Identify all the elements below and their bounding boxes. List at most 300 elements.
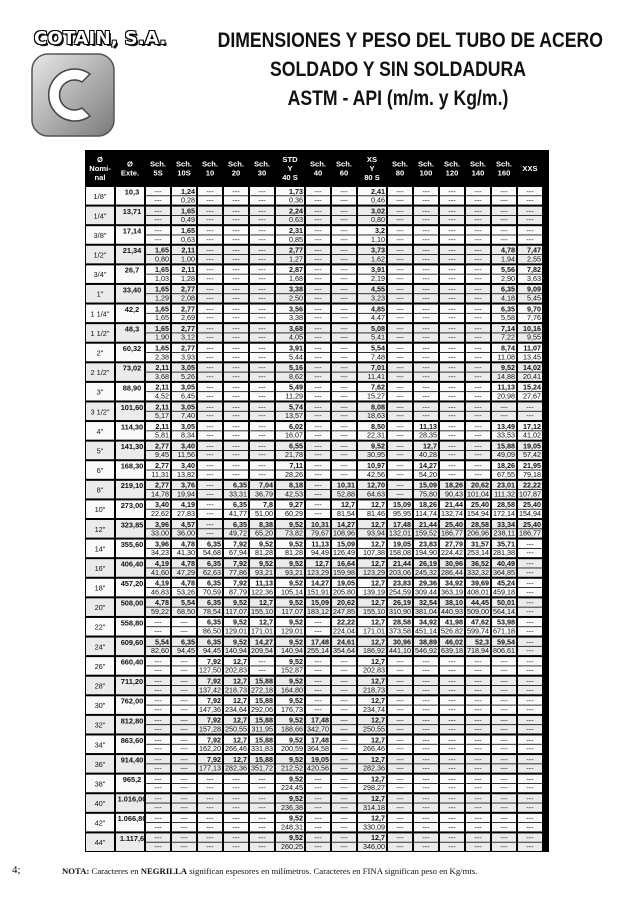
wall-thickness: 7,8 [263,500,273,510]
weight: --- [154,783,162,793]
weight: 158,08 [389,548,411,558]
column-header: 10S [177,168,191,178]
nominal-size: 28" [94,681,106,691]
wall-thickness: --- [340,461,348,471]
weight: 139,19 [363,587,385,597]
wall-thickness: 12,7 [371,519,385,529]
weight: 11,41 [367,371,385,381]
weight: 509,00 [467,606,489,616]
weight: --- [422,391,430,401]
weight: 155,10 [251,606,273,616]
weight: --- [396,802,404,812]
wall-thickness: 12,7 [371,833,385,843]
weight: --- [448,352,456,362]
wall-thickness: 3,73 [371,245,385,255]
wall-thickness: --- [448,656,456,666]
nominal-size: 24" [94,642,106,652]
exterior-diameter: 114,30 [120,422,144,432]
wall-thickness: 50,01 [497,598,515,608]
wall-thickness: --- [154,833,162,843]
weight: 1,90 [155,332,169,342]
weight: 75,80 [419,489,437,499]
weight: --- [314,313,322,323]
weight: --- [474,293,482,303]
wall-thickness: --- [474,343,482,353]
weight: 330,09 [363,822,385,832]
weight: 186,77 [441,528,463,538]
weight: --- [206,489,214,499]
wall-thickness: --- [396,402,404,412]
wall-thickness: --- [474,461,482,471]
wall-thickness: 7,92 [233,539,247,549]
wall-thickness: --- [154,774,162,784]
weight: 95,95 [393,509,411,518]
wall-thickness: --- [448,696,456,706]
nominal-size: 2 1/2" [90,368,110,378]
weight: 311,95 [251,724,273,734]
wall-thickness: --- [526,578,534,588]
weight: --- [474,430,482,440]
wall-thickness: --- [422,676,430,686]
weight: 236,38 [281,802,303,812]
wall-thickness: --- [526,402,534,412]
weight: 2,08 [181,293,195,303]
weight: 6,45 [181,391,195,401]
wall-thickness: 15,24 [523,382,541,392]
wall-thickness: --- [340,735,348,745]
wall-thickness: --- [396,323,404,333]
wall-thickness: 6,35 [207,598,221,608]
wall-thickness: 9,70 [527,304,541,314]
wall-thickness: 7,92 [233,558,247,568]
wall-thickness: --- [474,421,482,431]
weight: --- [258,234,266,244]
weight: 140,94 [281,646,303,656]
wall-thickness: 13,49 [497,421,515,431]
wall-thickness: 7,92 [207,715,221,725]
wall-thickness: 20,62 [337,598,355,608]
wall-thickness: 39,69 [471,578,489,588]
wall-thickness: --- [396,696,404,706]
weight: 186,92 [363,646,385,656]
wall-thickness: --- [180,617,188,627]
wall-thickness: --- [180,754,188,764]
wall-thickness: --- [500,225,508,235]
weight: 186,77 [519,528,541,538]
weight: --- [232,293,240,303]
wall-thickness: --- [526,206,534,216]
weight: --- [396,371,404,381]
weight: --- [154,685,162,695]
weight: --- [314,665,322,675]
wall-thickness: --- [206,794,214,804]
wall-thickness: 3,05 [181,363,195,373]
weight: --- [396,195,404,205]
nominal-size: 30" [94,701,106,711]
wall-thickness: --- [340,402,348,412]
nominal-size: 20" [94,603,106,613]
weight: 3,93 [181,352,195,362]
wall-thickness: 26,19 [419,558,437,568]
weight: 171,01 [251,626,273,636]
wall-thickness: 24,61 [337,637,355,647]
weight: 282,36 [225,763,247,773]
wall-thickness: --- [154,794,162,804]
wall-thickness: --- [232,833,240,843]
wall-thickness: --- [526,794,534,804]
wall-thickness: --- [422,402,430,412]
weight: --- [154,626,162,636]
weight: 253,14 [467,548,489,558]
weight: 42,53 [285,489,303,499]
weight: 2,69 [181,313,195,323]
weight: --- [526,744,534,754]
wall-thickness: 5,56 [501,265,515,275]
wall-thickness: --- [232,225,240,235]
weight: --- [396,215,404,225]
wall-thickness: --- [206,225,214,235]
weight: --- [314,411,322,421]
weight: 41,30 [177,548,195,558]
weight: --- [232,450,240,460]
wall-thickness: --- [448,343,456,353]
wall-thickness: 9,52 [371,441,385,451]
weight: --- [206,411,214,421]
exterior-diameter: 101,60 [120,402,144,412]
wall-thickness: --- [396,186,404,196]
exterior-diameter: 21,34 [122,246,142,256]
weight: --- [258,411,266,421]
weight: 0,28 [181,195,195,205]
wall-thickness: --- [448,461,456,471]
wall-thickness: 4,78 [181,578,195,588]
weight: --- [500,195,508,205]
weight: 87,79 [229,587,247,597]
weight: --- [474,195,482,205]
wall-thickness: --- [474,206,482,216]
wall-thickness: --- [258,833,266,843]
wall-thickness: --- [206,813,214,823]
wall-thickness: --- [448,813,456,823]
weight: --- [396,842,404,851]
wall-thickness: 19,05 [337,578,355,588]
wall-thickness: 3,05 [181,421,195,431]
nominal-size: 5" [96,446,104,456]
wall-thickness: --- [526,617,534,627]
wall-thickness: --- [340,363,348,373]
wall-thickness: 41,98 [445,617,463,627]
weight: --- [180,802,188,812]
wall-thickness: 9,27 [289,500,303,510]
wall-thickness: 6,35 [233,519,247,529]
wall-thickness: 9,52 [289,558,303,568]
weight: --- [314,802,322,812]
wall-thickness: --- [396,676,404,686]
wall-thickness: 2,87 [289,265,303,275]
wall-thickness: 1,65 [181,225,195,235]
wall-thickness: 17,48 [393,519,411,529]
weight: --- [396,391,404,401]
footnote-lead: NOTA: [62,866,90,876]
weight: 159,52 [415,528,437,538]
wall-thickness: --- [396,480,404,490]
weight: --- [314,371,322,381]
nominal-size: 32" [94,720,106,730]
wall-thickness: 2,77 [181,343,195,353]
wall-thickness: --- [474,794,482,804]
weight: 123,29 [307,567,329,577]
wall-thickness: --- [474,774,482,784]
weight: --- [340,352,348,362]
wall-thickness: 12,7 [371,656,385,666]
weight: --- [422,724,430,734]
weight: 0,49 [181,215,195,225]
weight: --- [258,469,266,479]
weight: --- [314,352,322,362]
wall-thickness: --- [258,304,266,314]
wall-thickness: --- [526,225,534,235]
weight: 281,38 [493,548,515,558]
wall-thickness: 7,04 [259,480,273,490]
weight: --- [232,352,240,362]
weight: 3,23 [371,293,385,303]
wall-thickness: 18,26 [497,461,515,471]
weight: 54,68 [203,548,221,558]
weight: --- [232,313,240,323]
weight: --- [422,371,430,381]
wall-thickness: --- [206,323,214,333]
weight: 52,88 [337,489,355,499]
wall-thickness: 1,65 [155,304,169,314]
weight: 59,22 [151,606,169,616]
weight: 33,31 [229,489,247,499]
wall-thickness: --- [526,558,534,568]
wall-thickness: 4,85 [371,304,385,314]
wall-thickness: 11,13 [497,382,515,392]
wall-thickness: --- [258,206,266,216]
wall-thickness: 14,27 [311,578,329,588]
wall-thickness: 12,7 [233,715,247,725]
weight: --- [206,802,214,812]
weight: 140,94 [225,646,247,656]
wall-thickness: 7,92 [207,656,221,666]
weight: 81,28 [255,548,273,558]
wall-thickness: 9,52 [501,363,515,373]
weight: --- [314,254,322,264]
column-header: Sch. [201,159,219,169]
footnote-bold: NEGRILLA [140,866,188,876]
wall-thickness: 12,7 [371,598,385,608]
wall-thickness: --- [258,441,266,451]
wall-thickness: --- [474,284,482,294]
weight: --- [448,430,456,440]
exterior-diameter: 48,3 [124,324,140,334]
weight: 41,02 [523,430,541,440]
weight: 5,45 [527,293,541,303]
wall-thickness: 26,19 [393,598,411,608]
weight: --- [314,842,322,851]
weight: --- [448,744,456,754]
weight: --- [396,254,404,264]
title-line-2: SOLDADO Y SIN SOLDADURA [270,57,526,81]
wall-thickness: 7,92 [207,696,221,706]
weight: --- [314,234,322,244]
dimensions-table [85,150,549,852]
wall-thickness: 14,27 [419,461,437,471]
wall-thickness: 1,65 [181,206,195,216]
weight: 171,01 [363,626,385,636]
wall-thickness: --- [474,402,482,412]
weight: 441,10 [389,646,411,656]
wall-thickness: 21,44 [445,500,463,510]
wall-thickness: --- [206,206,214,216]
weight: --- [258,430,266,440]
wall-thickness: --- [448,402,456,412]
wall-thickness: --- [500,735,508,745]
wall-thickness: 12,7 [233,754,247,764]
wall-thickness: --- [448,794,456,804]
wall-thickness: 2,77 [155,461,169,471]
wall-thickness: --- [500,676,508,686]
weight: --- [340,411,348,421]
weight: --- [314,704,322,714]
weight: --- [396,763,404,773]
weight: 41,77 [229,509,247,518]
wall-thickness: --- [396,363,404,373]
nominal-size: 34" [94,740,106,750]
weight: --- [258,195,266,205]
wall-thickness: --- [154,186,162,196]
wall-thickness: --- [526,637,534,647]
wall-thickness: 15,09 [311,598,329,608]
wall-thickness: --- [314,206,322,216]
column-header: Sch. [227,159,245,169]
exterior-diameter: 406,40 [120,559,144,569]
weight: 718,94 [467,646,489,656]
weight: --- [314,469,322,479]
wall-thickness: 15,88 [497,441,515,451]
wall-thickness: --- [396,225,404,235]
weight: --- [474,215,482,225]
wall-thickness: 21,95 [523,461,541,471]
wall-thickness: 28,58 [393,617,411,627]
weight: --- [448,215,456,225]
wall-thickness: 29,36 [419,578,437,588]
wall-thickness: 11,13 [311,539,329,549]
weight: --- [422,744,430,754]
weight: 13,82 [177,469,195,479]
wall-thickness: --- [206,343,214,353]
weight: --- [232,371,240,381]
wall-thickness: --- [206,500,214,510]
weight: 7,76 [527,313,541,323]
wall-thickness: 7,92 [207,754,221,764]
weight: --- [154,802,162,812]
wall-thickness: --- [206,519,214,529]
wall-thickness: --- [448,833,456,843]
weight: --- [422,352,430,362]
weight: 363,19 [441,587,463,597]
weight: 49,72 [229,528,247,538]
nominal-size: 16" [94,563,106,573]
weight: --- [526,215,534,225]
weight: 1,27 [289,254,303,264]
weight: 176,73 [281,704,303,714]
wall-thickness: --- [206,245,214,255]
wall-thickness: --- [448,323,456,333]
weight: --- [448,371,456,381]
weight: 101,04 [467,489,489,499]
weight: --- [474,352,482,362]
wall-thickness: --- [314,500,322,510]
weight: --- [340,822,348,832]
wall-thickness: --- [422,245,430,255]
wall-thickness: --- [154,225,162,235]
wall-thickness: 9,52 [289,539,303,549]
column-header: Sch. [495,159,513,169]
wall-thickness: 30,96 [393,637,411,647]
wall-thickness: 6,55 [289,441,303,451]
wall-thickness: 28,58 [471,519,489,529]
wall-thickness: --- [206,186,214,196]
wall-thickness: --- [474,696,482,706]
weight: --- [154,195,162,205]
exterior-diameter: 168,30 [120,461,144,471]
wall-thickness: --- [526,186,534,196]
weight: 60,29 [285,509,303,518]
wall-thickness: 2,11 [155,421,169,431]
wall-thickness: 6,35 [207,539,221,549]
weight: --- [474,704,482,714]
wall-thickness: 9,52 [289,656,303,666]
weight: 0,46 [371,195,385,205]
weight: --- [314,215,322,225]
wall-thickness: --- [340,343,348,353]
weight: 177,13 [199,763,221,773]
wall-thickness: 4,78 [155,598,169,608]
weight: 1,65 [155,313,169,323]
nominal-size: 3/8" [93,230,107,240]
weight: --- [396,293,404,303]
wall-thickness: 5,16 [289,363,303,373]
weight: 51,00 [255,509,273,518]
wall-thickness: --- [314,617,322,627]
wall-thickness: --- [180,696,188,706]
weight: 20,41 [523,371,541,381]
weight: 62,63 [203,567,221,577]
wall-thickness: 9,52 [233,617,247,627]
wall-thickness: 21,44 [419,519,437,529]
weight: 164,80 [281,685,303,695]
wall-thickness: --- [154,754,162,764]
weight: 183,12 [307,606,329,616]
weight: 46,83 [151,587,169,597]
weight: 5,44 [289,352,303,362]
weight: 3,68 [155,371,169,381]
weight: 526,82 [441,626,463,636]
weight: --- [474,822,482,832]
wall-thickness: --- [448,225,456,235]
weight: 266,46 [225,744,247,754]
wall-thickness: --- [526,539,534,549]
wall-thickness: 18,26 [445,480,463,490]
wall-thickness: 3,68 [289,323,303,333]
column-header: 60 [339,168,349,178]
wall-thickness: 6,35 [207,558,221,568]
column-header: Sch. [253,159,271,169]
weight: --- [448,802,456,812]
nominal-size: 3/4" [93,270,107,280]
